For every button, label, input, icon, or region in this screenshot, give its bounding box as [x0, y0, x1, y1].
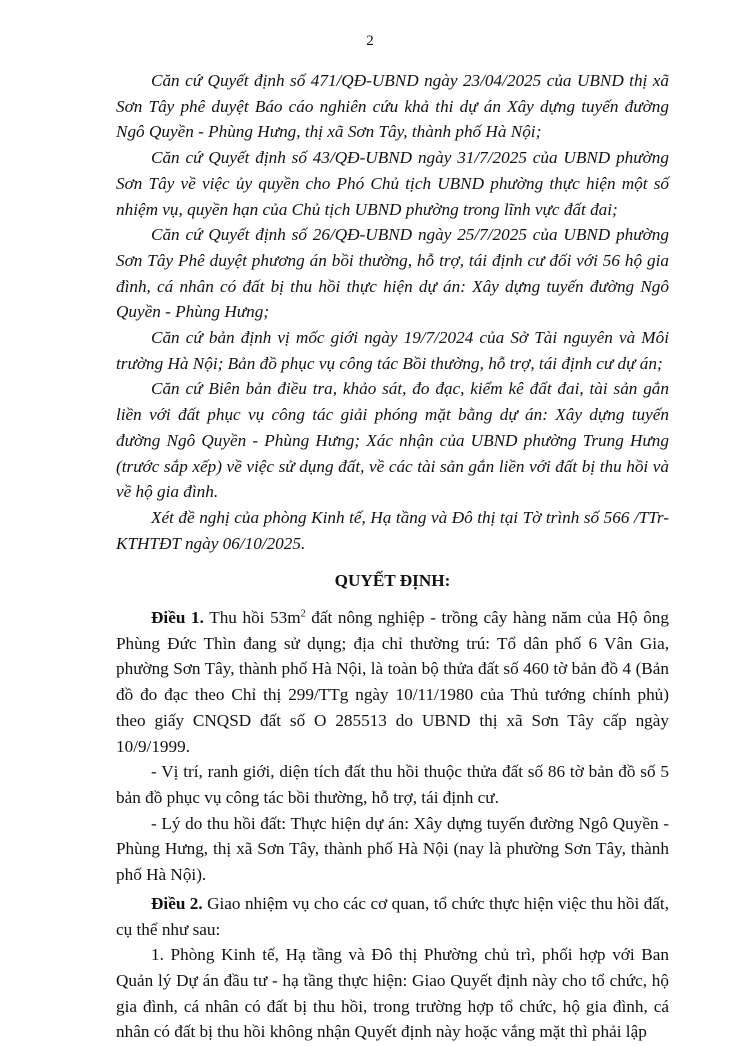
article-1-label: Điều 1.: [151, 608, 204, 628]
article-2-label: Điều 2.: [151, 893, 203, 913]
preamble-paragraph-6: Xét đề nghị của phòng Kinh tế, Hạ tầng và Đô thị tại Tờ trình số 566 /TTr-KTHTĐT ngày 06/10/2025.: [116, 507, 669, 553]
article-1-reason: - Lý do thu hồi đất: Thực hiện dự án: Xây dựng tuyến đường Ngô Quyền - Phùng Hưng, thị xã Sơn Tây, thành phố Hà Nội (nay là phường Sơn Tây, thành phố Hà Nội).: [116, 813, 669, 885]
article-2-item-1: 1. Phòng Kinh tế, Hạ tầng và Đô thị Phường chủ trì, phối hợp với Ban Quản lý Dự án đầu tư - hạ tầng thực hiện: Giao Quyết định này cho tổ chức, hộ gia đình, cá nhân có đất bị thu hồi, trong trường hợp tổ chức, hộ gia đình, cá nhân có đất bị thu hồi không nhận Quyết định này hoặc vắng mặt thì phải lập: [116, 945, 669, 1042]
article-1-location: - Vị trí, ranh giới, diện tích đất thu hồi thuộc thửa đất số 86 tờ bản đồ số 5 bản đồ phục vụ công tác bồi thường, hỗ trợ, tái định cư.: [116, 762, 669, 807]
preamble-paragraph-4: Căn cứ bản định vị mốc giới ngày 19/7/2024 của Sở Tài nguyên và Môi trường Hà Nội; Bản đồ phục vụ công tác Bồi thường, hỗ trợ, tái định cư dự án;: [116, 328, 669, 373]
decision-heading: QUYẾT ĐỊNH:: [334, 571, 451, 591]
article-1-text-part1: Thu hồi 53m: [203, 608, 301, 628]
area-unit-superscript: 2: [300, 608, 306, 620]
document-body: [116, 68, 669, 1045]
preamble-paragraph-3: Căn cứ Quyết định số 26/QĐ-UBND ngày 25/7/2025 của UBND phường Sơn Tây Phê duyệt phương án bồi thường, hỗ trợ, tái định cư đối với 56 hộ gia đình, cá nhân có đất bị thu hồi thực hiện dự án: Xây dựng tuyến đường Ngô Quyền - Phùng Hưng;: [116, 225, 669, 322]
article-2-paragraph: [116, 891, 669, 942]
article-1-paragraph: [116, 605, 669, 759]
preamble-paragraph-5: Căn cứ Biên bản điều tra, khảo sát, đo đạc, kiểm kê đất đai, tài sản gắn liền với đất phục vụ công tác giải phóng mặt bằng dự án: Xây dựng tuyến đường Ngô Quyền - Phùng Hưng; Xác nhận của UBND phường Trung Hưng (trước sắp xếp) về việc sử dụng đất, về các tài sản gắn liền với đất bị thu hồi và về hộ gia đình.: [116, 379, 669, 502]
article-2-text: Giao nhiệm vụ cho các cơ quan, tổ chức thực hiện việc thu hồi đất, cụ thể như sau:: [116, 893, 669, 939]
article-1-text-part2: đất nông nghiệp - trồng cây hàng năm của Hộ ông Phùng Đức Thìn đang sử dụng; địa chỉ thường trú: Tổ dân phố 6 Vân Gia, phường Sơn Tây, thành phố Hà Nội, là toàn bộ thửa đất số 460 tờ bản đồ 4 (Bản đồ đo đạc theo Chỉ thị 299/TTg ngày 10/11/1980 của Thủ tướng chính phủ) theo giấy CNQSD đất số O 285513 do UBND thị xã Sơn Tây cấp ngày 10/9/1999.: [116, 608, 669, 756]
preamble-paragraph-1: Căn cứ Quyết định số 471/QĐ-UBND ngày 23/04/2025 của UBND thị xã Sơn Tây phê duyệt Báo cáo nghiên cứu khả thi dự án Xây dựng tuyến đường Ngô Quyền - Phùng Hưng, thị xã Sơn Tây, thành phố Hà Nội;: [116, 71, 669, 142]
page-number: 2: [366, 33, 374, 49]
preamble-paragraph-2: Căn cứ Quyết định số 43/QĐ-UBND ngày 31/7/2025 của UBND phường Sơn Tây về việc ủy quyền cho Phó Chủ tịch UBND phường thực hiện một số nhiệm vụ, quyền hạn của Chủ tịch UBND phường trong lĩnh vực đất đai;: [116, 148, 669, 219]
